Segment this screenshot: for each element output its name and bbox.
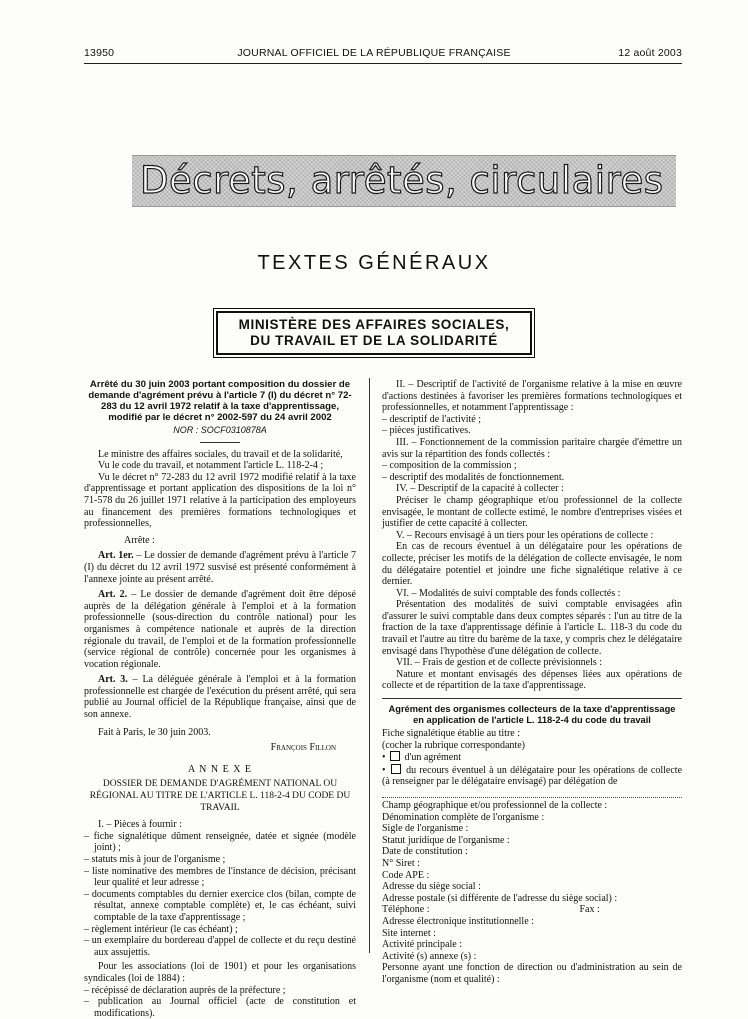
form-hint: (cocher la rubrique correspondante) bbox=[382, 739, 525, 751]
ministry-box bbox=[216, 311, 532, 355]
section-heading: IV. – Descriptif de la capacité à collecter : bbox=[396, 483, 564, 495]
article-2 bbox=[84, 589, 356, 670]
ministry-line-1: MINISTÈRE DES AFFAIRES SOCIALES, bbox=[238, 317, 510, 332]
paragraph: Préciser le champ géographique et/ou professionnel de la collecte envisagée, le montant de collecte estimé, le nombre d'entreprises visées et justifier de cette capacité à collecter. bbox=[382, 494, 682, 530]
form-field: Statut juridique de l'organisme : bbox=[382, 834, 510, 846]
paragraph: En cas de recours éventuel à un délégataire pour les opérations de collecte, préciser les motifs de la délégation de collecte envisagée, le nom du délégataire potentiel et joindre une fiche signalétique relative à ce dernier. bbox=[382, 541, 682, 588]
paragraph: Nature et montant envisagés des dépenses liées aux opérations de collecte et de répartition de la taxe d'apprentissage. bbox=[382, 668, 682, 692]
article-label: Art. 1er. bbox=[98, 550, 134, 562]
nor-reference: NOR : SOCF0310878A bbox=[173, 425, 267, 435]
list-item: – descriptif des modalités de fonctionnement. bbox=[382, 471, 565, 483]
form-field: Champ géographique et/ou professionnel de la collecte : bbox=[382, 800, 608, 811]
fax-label: Fax : bbox=[579, 904, 600, 916]
list-item: – pièces justificatives. bbox=[382, 425, 471, 437]
phone-label: Téléphone : bbox=[382, 904, 430, 916]
form-field: Activité principale : bbox=[382, 939, 462, 951]
annexe-heading: A N N E X E bbox=[187, 763, 253, 775]
list-item: – un exemplaire du bordereau d'appel de collecte et du reçu destiné aux assujettis. bbox=[84, 935, 356, 958]
ministry-line-2: DU TRAVAIL ET DE LA SOLIDARITÉ bbox=[250, 333, 498, 348]
fill-in-line[interactable] bbox=[382, 788, 682, 798]
article-text: – La déléguée générale à l'emploi et à la formation professionnelle est chargée de l'exécution du présent arrêté, qui sera publié au Journal officiel de la République française, ainsi que de son annexe. bbox=[84, 674, 356, 721]
form-field: Dénomination complète de l'organisme : bbox=[382, 811, 545, 823]
article-text: – Le dossier de demande d'agrément prévu à l'article 7 (I) du décret du 12 avril 1972 susvisé est présenté conformément à l'annexe jointe au présent arrêté. bbox=[84, 550, 356, 585]
agrement-title: Agrément des organismes collecteurs de la taxe d'apprentissage en application de l'article L. 118-2-4 du code du travail bbox=[388, 704, 676, 725]
option-label: du recours éventuel à un délégataire pour les opérations de collecte (à renseigner par le délégataire envisagé) par délégation de bbox=[382, 764, 683, 788]
form-field: Adresse électronique institutionnelle : bbox=[382, 915, 534, 927]
header-rule bbox=[84, 63, 682, 64]
list-item: – composition de la commission ; bbox=[382, 460, 517, 472]
right-column bbox=[382, 379, 682, 986]
column-divider bbox=[369, 378, 370, 953]
list-item: – récépissé de déclaration auprès de la préfecture ; bbox=[84, 984, 286, 996]
list-item: – statuts mis à jour de l'organisme ; bbox=[84, 854, 226, 865]
paragraph: Présentation des modalités de suivi comptable envisagées afin d'assurer le suivi comptable dans deux comptes séparés : l'un au titre de la fraction de la taxe d'apprentissage définie à l'article L. 118-3 du code du travail et l'autre au titre du barème de la taxe, y compris chez le délégataire envisagé dans l'hypothèse d'une délégation de collecte. bbox=[382, 599, 682, 657]
checkbox[interactable] bbox=[391, 764, 401, 774]
form-field: Sigle de l'organisme : bbox=[382, 823, 469, 835]
form-field: Site internet : bbox=[382, 927, 436, 939]
signature: François Fillon bbox=[270, 742, 336, 754]
form-field: N° Siret : bbox=[382, 857, 420, 869]
list-item: – règlement intérieur (le cas échéant) ; bbox=[84, 923, 238, 935]
option-agrement: • d'un agrément bbox=[382, 752, 462, 764]
article-3 bbox=[84, 674, 356, 720]
form-field-phone-fax bbox=[382, 904, 682, 916]
section-heading: VII. – Frais de gestion et de collecte prévisionnels : bbox=[396, 657, 603, 669]
form-label: Fiche signalétique établie au titre : bbox=[382, 728, 521, 740]
fait-a: Fait à Paris, le 30 juin 2003. bbox=[98, 726, 211, 738]
section-heading: III. – Fonctionnement de la commission paritaire chargée d'émettre un avis sur la répartition des fonds collectés : bbox=[382, 436, 682, 460]
section-heading: VI. – Modalités de suivi comptable des fonds collectés : bbox=[396, 587, 621, 599]
paragraph: Le ministre des affaires sociales, du travail et de la solidarité, bbox=[98, 448, 343, 460]
banner-title: Décrets, arrêtés, circulaires bbox=[140, 159, 664, 202]
list-item: – fiche signalétique dûment renseignée, datée et signée (modèle joint) ; bbox=[84, 830, 356, 854]
rule bbox=[200, 442, 240, 443]
form-field: Date de constitution : bbox=[382, 846, 468, 858]
section-heading: I. – Pièces à fournir : bbox=[98, 819, 182, 831]
form-field: Adresse du siège social : bbox=[382, 881, 481, 893]
list-item: – liste nominative des membres de l'instance de décision, précisant leur qualité et leur adresse ; bbox=[84, 865, 356, 889]
section-heading: V. – Recours envisagé à un tiers pour les opérations de collecte : bbox=[396, 529, 654, 541]
paragraph: Pour les associations (loi de 1901) et pour les organisations syndicales (loi de 1884) : bbox=[84, 961, 356, 984]
checkbox[interactable] bbox=[390, 751, 400, 761]
list-item: – publication au Journal officiel (acte de constitution et modifications). bbox=[84, 996, 356, 1019]
list-item: – descriptif de l'activité ; bbox=[382, 413, 481, 425]
article-label: Art. 2. bbox=[98, 589, 128, 601]
left-column bbox=[84, 379, 356, 1019]
article-label: Art. 3. bbox=[98, 674, 128, 686]
paragraph: Vu le code du travail, et notamment l'article L. 118-2-4 ; bbox=[98, 460, 324, 472]
article-text: – Le dossier de demande d'agrément doit être déposé auprès de la délégation générale à l'emploi et à la formation professionnelle (sous-direction du contrôle national) pour les organismes à compétence nationale et auprès de la direction régionale du travail, de l'emploi et de la formation professionnelle (service régional de contrôle) concernée pour les organismes à vocation régionale. bbox=[84, 589, 356, 670]
arrete-title: Arrêté du 30 juin 2003 portant composition du dossier de demande d'agrément prévu à l'article 7 (I) du décret n° 72-283 du 12 avril 1972 relatif à la taxe d'apprentissage, modifié par le décret n° 2002-597 du 24 avril 2002 bbox=[88, 379, 352, 423]
form-field: Adresse postale (si différente de l'adresse du siège social) : bbox=[382, 892, 618, 904]
section-rule bbox=[382, 698, 682, 699]
arrete-word: Arrête : bbox=[124, 534, 155, 546]
article-1 bbox=[84, 550, 356, 585]
option-delegataire: • du recours éventuel à un délégataire pour les opérations de collecte (à renseigner par le délégataire envisagé) par délégation de bbox=[382, 764, 683, 788]
annexe-title: DOSSIER DE DEMANDE D'AGRÉMENT NATIONAL OU RÉGIONAL AU TITRE DE L'ARTICLE L. 118-2-4 DU CODE DU TRAVAIL bbox=[89, 779, 351, 813]
form-field: Activité (s) annexe (s) : bbox=[382, 950, 477, 962]
paragraph: Vu le décret n° 72-283 du 12 avril 1972 modifié relatif à la taxe d'apprentissage et portant application des dispositions de la loi n° 71-578 du 26 juillet 1971 relative à la participation des employeurs au financement des premières formations technologiques et professionnelles, bbox=[84, 471, 356, 530]
option-label: d'un agrément bbox=[404, 752, 462, 764]
list-item: – documents comptables du dernier exercice clos (bilan, compte de résultat, annexe comptable complète) et, le cas échéant, suivi comptable de la taxe d'apprentissage ; bbox=[84, 888, 356, 923]
form-field: Code APE : bbox=[382, 869, 430, 881]
section-title: TEXTES GÉNÉRAUX bbox=[257, 252, 491, 274]
form-field: Personne ayant une fonction de direction ou d'administration au sein de l'organisme (nom et qualité) : bbox=[382, 962, 682, 985]
issue-date: 12 août 2003 bbox=[618, 47, 682, 59]
page-number: 13950 bbox=[84, 47, 115, 59]
journal-title: JOURNAL OFFICIEL DE LA RÉPUBLIQUE FRANÇAISE bbox=[237, 47, 511, 59]
section-banner bbox=[132, 155, 676, 207]
section-heading: II. – Descriptif de l'activité de l'organisme relative à la mise en œuvre d'actions destinées à favoriser les premières formations technologiques et professionnelles, et notamment l'apprentissage : bbox=[382, 379, 682, 414]
